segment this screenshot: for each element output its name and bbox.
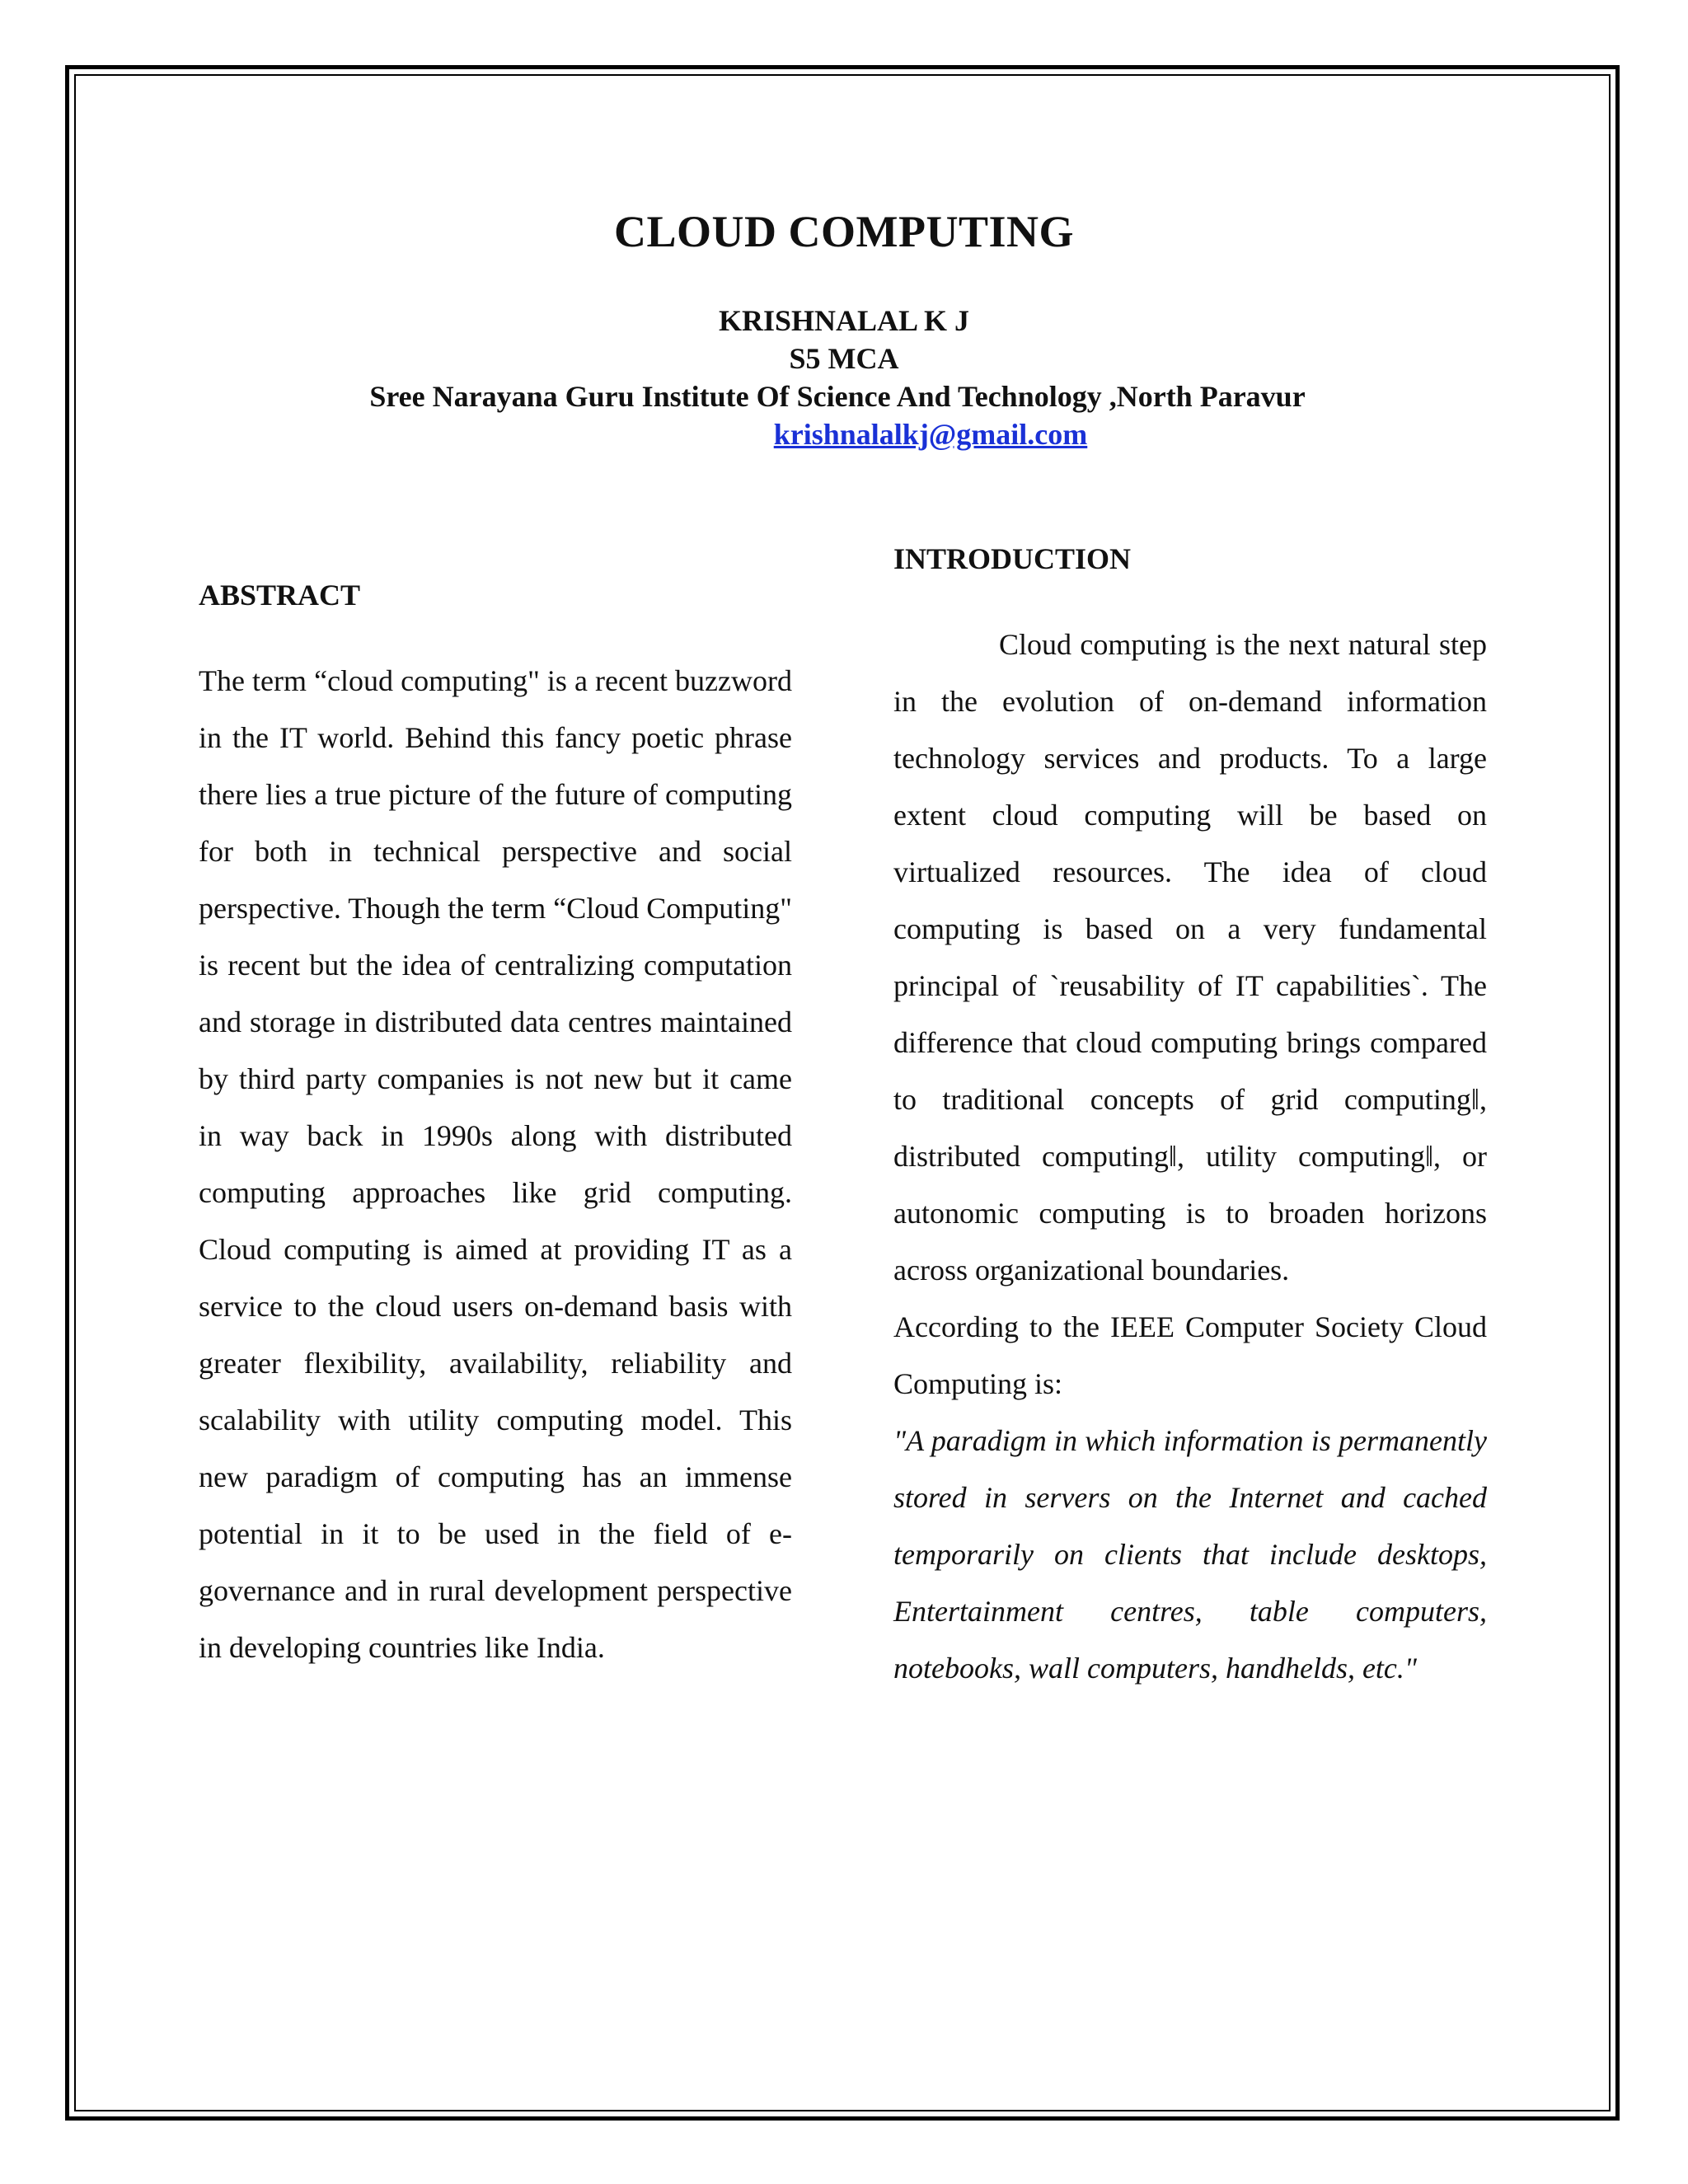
author-name: KRISHNALAL K J [718, 304, 970, 337]
abstract-heading: ABSTRACT [199, 579, 361, 612]
author-block [0, 302, 1688, 453]
paper-title: CLOUD COMPUTING [614, 207, 1074, 256]
ieee-definition-quote: "A paradigm in which information is permanently stored in servers on the Internet and cached temporarily on clients that include desktops, Entertainment centres, table computers, notebooks, wall computers, handhelds, etc." [893, 1424, 1487, 1685]
author-email-link[interactable]: krishnalalkj@gmail.com [773, 418, 1088, 451]
introduction-heading: INTRODUCTION [893, 542, 1132, 575]
introduction-column [893, 541, 1487, 1697]
introduction-paragraph: Cloud computing is the next natural step in the evolution of on-demand information technology services and products. To a large extent cloud computing will be based on virtualized resources. The idea of cloud computing is based on a very fundamental principal of `reusability of IT capabilities`. The difference that cloud computing brings compared to traditional concepts of grid computing‖, distributed computing‖, utility computing‖, or autonomic computing is to broaden horizons across organizational boundaries. [893, 628, 1487, 1286]
abstract-text: The term “cloud computing" is a recent buzzword in the IT world. Behind this fancy poetic phrase there lies a true picture of the future of computing for both in technical perspective and social perspective. Though the term “Cloud Computing" is recent but the idea of centralizing computation and storage in distributed data centres maintained by third party companies is not new but it came in way back in 1990s along with distributed computing approaches like grid computing. Cloud computing is aimed at providing IT as a service to the cloud users on-demand basis with greater flexibility, availability, reliability and scalability with utility computing model. This new paradigm of computing has an immense potential in it to be used in the field of e-governance and in rural development perspective in developing countries like India. [199, 664, 792, 1664]
author-institution: Sree Narayana Guru Institute Of Science And Technology ,North Paravur [369, 380, 1306, 413]
ieee-definition-line: According to the IEEE Computer Society Cloud Computing is: [893, 1310, 1487, 1400]
author-course: S5 MCA [789, 342, 899, 375]
abstract-column [199, 577, 792, 1676]
